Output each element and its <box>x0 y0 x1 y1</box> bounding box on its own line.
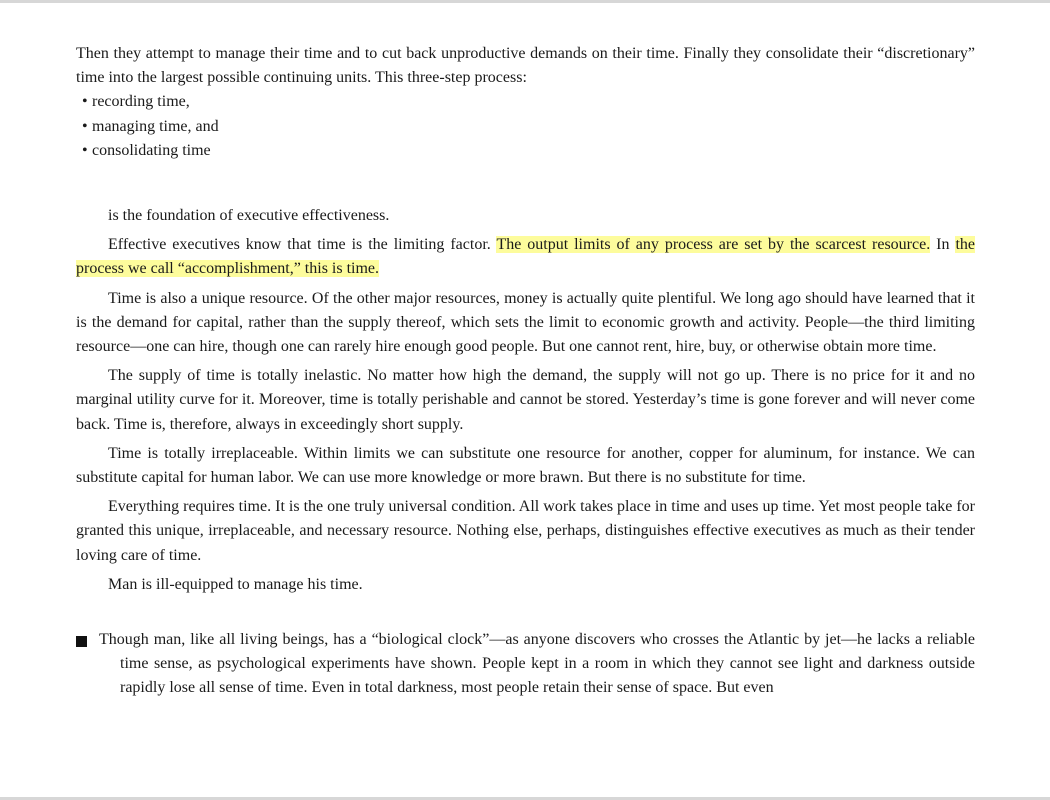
paragraph-8: Man is ill-equipped to manage his time. <box>108 575 363 593</box>
highlight-2[interactable]: the process we call “accomplishment,” this is time. <box>76 236 975 278</box>
bullet-dot-icon: • <box>82 93 88 111</box>
paragraph-3-text-a: Effective executives know that time is the limiting factor. <box>108 236 497 254</box>
paragraph-7: Everything requires time. It is the one truly universal condition. All work takes place in time and uses up time. Yet most people take for granted this unique, irreplaceable, and necessary resource. Nothing else, perhaps, distinguishes effective executives as much as their tender loving care of time. <box>76 498 975 564</box>
paragraph-1: Then they attempt to manage their time and to cut back unproductive demands on their time. Finally they consolidate their “discretionary” time into the largest possible continuing units. This three-step process: <box>76 45 975 87</box>
square-bullet-paragraph <box>76 628 975 701</box>
bullet-dot-icon: • <box>82 141 88 159</box>
list-item-text: managing time, and <box>92 117 219 135</box>
paragraph-4: Time is also a unique resource. Of the other major resources, money is actually quite plentiful. We long ago should have learned that it is the demand for capital, rather than the supply thereof, which sets the limit to economic growth and activity. People—the third limiting resource—one can hire, though one can rarely hire enough good people. But one cannot rent, hire, buy, or otherwise obtain more time. <box>76 289 975 356</box>
list-item <box>82 115 975 139</box>
process-list <box>76 90 975 163</box>
paragraph-3 <box>76 233 975 281</box>
paragraph-3-text-b: In <box>930 236 956 254</box>
paragraph-9: Though man, like all living beings, has a “biological clock”—as anyone discovers who crosses the Atlantic by jet—he lacks a reliable time sense, as psychological experiments have shown. People kept in a room in which they cannot see light and darkness outside rapidly lose all sense of time. Even in total darkness, most people retain their sense of space. But even <box>99 631 975 697</box>
square-bullet-icon <box>76 636 87 647</box>
list-item-text: recording time, <box>92 93 190 111</box>
document-page <box>76 42 975 701</box>
list-item-text: consolidating time <box>92 141 211 159</box>
paragraph-2: is the foundation of executive effectiveness. <box>108 207 390 225</box>
bullet-dot-icon: • <box>82 117 88 135</box>
paragraph-6: Time is totally irreplaceable. Within limits we can substitute one resource for another, copper for aluminum, for instance. We can substitute capital for human labor. We can use more knowledge or more brawn. But there is no substitute for time. <box>76 444 975 487</box>
list-item <box>82 90 975 114</box>
list-item <box>82 139 975 163</box>
paragraph-5: The supply of time is totally inelastic. No matter how high the demand, the supply will not go up. There is no price for it and no marginal utility curve for it. Moreover, time is totally perishable and cannot be stored. Yesterday’s time is gone forever and will never come back. Time is, therefore, always in exceedingly short supply. <box>76 367 975 433</box>
highlight-1[interactable]: The output limits of any process are set by the scarcest resource. <box>496 236 931 254</box>
top-border <box>0 0 1050 3</box>
